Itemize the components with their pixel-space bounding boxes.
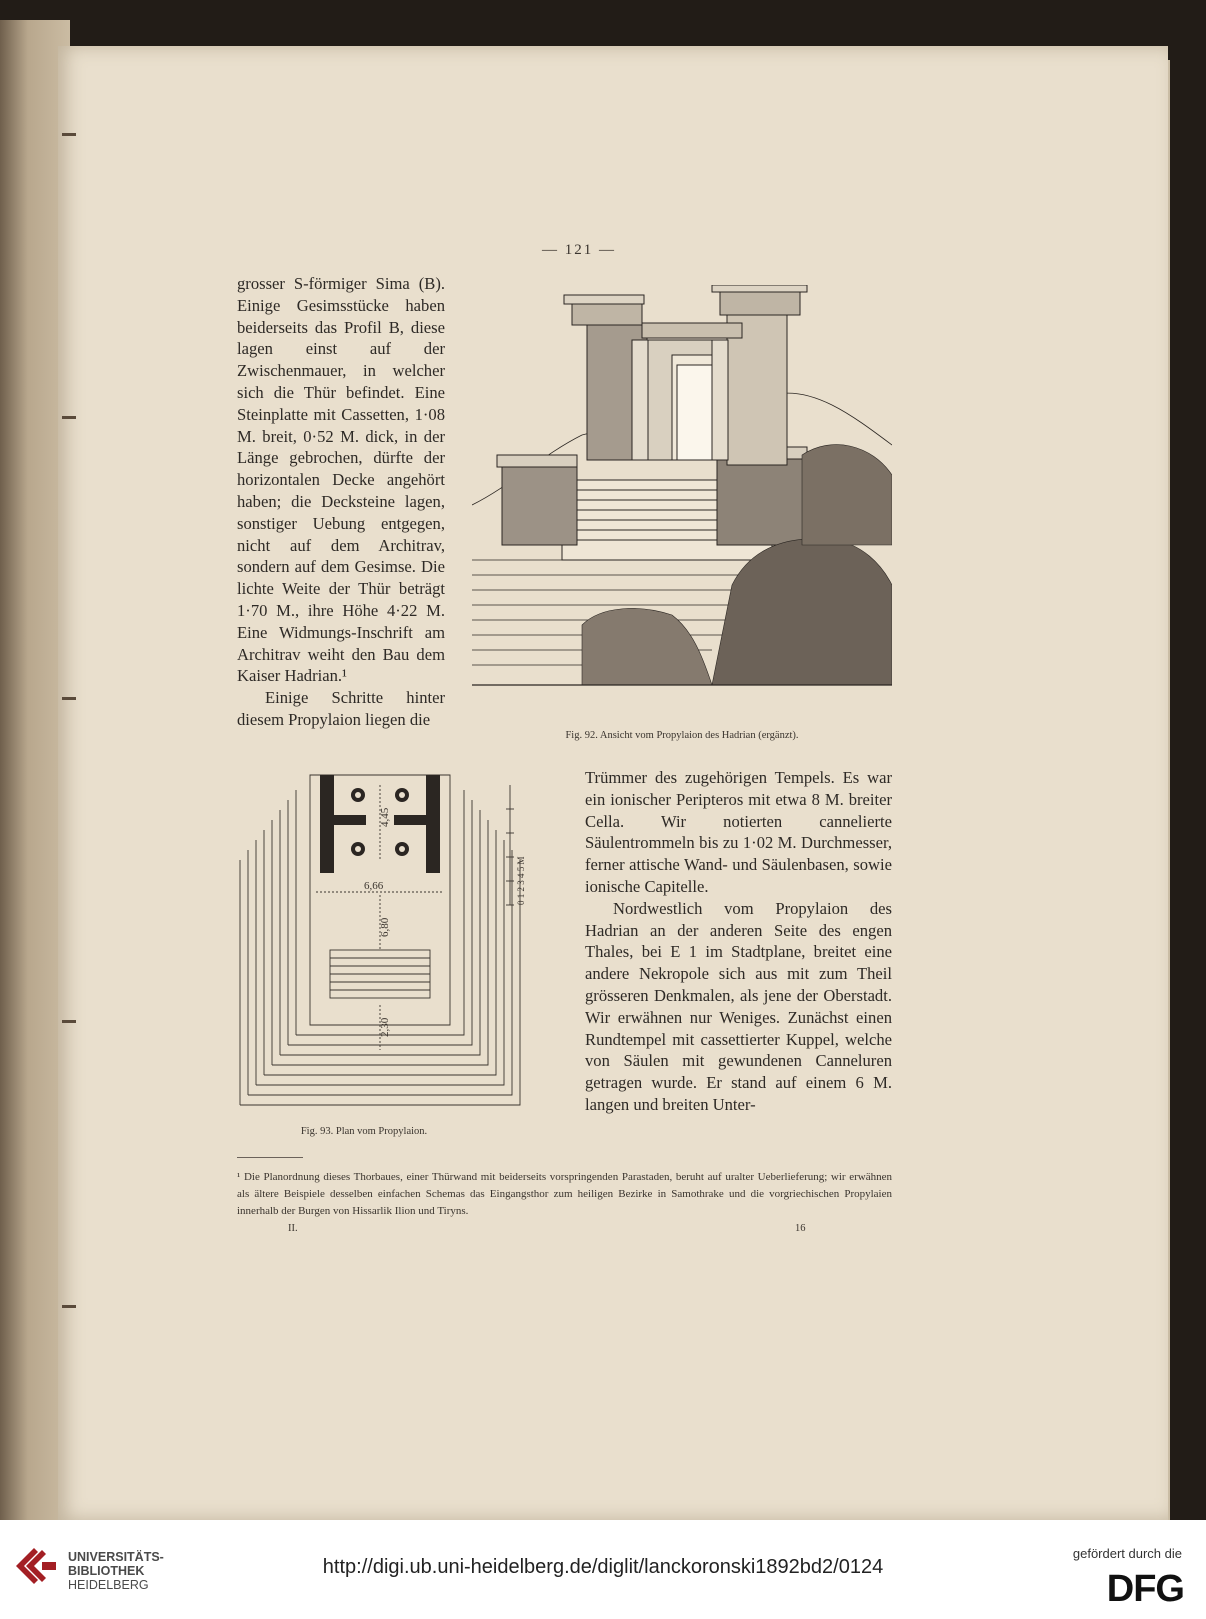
binding-stitch <box>62 416 76 419</box>
footnote: ¹ Die Planordnung dieses Thorbaues, einer Thürwand mit beiderseits vorspringenden Parastaden, beruht auf uralter Ueberlieferung; wir erwähnen als ältere Beispiele desselben einfachen Schemas das Eingangsthor zum heiligen Bezirke in Samothrake und die vorgriechischen Propylaien innerhalb der Burgen von Hissarlik Ilion und Tiryns. <box>237 1171 892 1217</box>
permalink-url[interactable]: http://digi.ub.uni-heidelberg.de/diglit/lanckoronski1892bd2/0124 <box>322 1556 884 1578</box>
propylaion-plan <box>230 765 532 1120</box>
binding-stitch <box>62 1305 76 1308</box>
signature-mark-right: 16 <box>795 1223 806 1234</box>
funding-note: gefördert durch die <box>1072 1546 1182 1561</box>
signature-mark-left: II. <box>288 1223 298 1234</box>
dim-6-80: 6,80 <box>379 917 391 937</box>
right-column-text <box>585 767 892 1116</box>
scale-label: 0 1 2 3 4 5 M <box>516 856 526 905</box>
binding-stitch <box>62 1020 76 1023</box>
left-paragraph-1: grosser S-förmiger Sima (B). Einige Gesimsstücke haben beiderseits das Profil B, diese lagen einst auf der Zwischenmauer, in welcher sich die Thür befindet. Eine Steinplatte mit Cassetten, 1·08 M. breit, 0·52 M. dick, in der Länge gebrochen, dürfte der horizontalen Decke angehört haben; die Decksteine lagen, sonstiger Uebung entgegen, nicht auf dem Architrav, sondern auf dem Gesimse. Die lichte Weite der Thür beträgt 1·70 M., ihre Höhe 4·22 M. Eine Widmungs-Inschrift am Architrav weiht den Bau dem Kaiser Hadrian.¹ <box>237 274 445 686</box>
library-name-line-3: HEIDELBERG <box>68 1578 149 1592</box>
binding-stitch <box>62 697 76 700</box>
figure-93-caption: Fig. 93. Plan vom Propylaion. <box>300 1126 428 1137</box>
dim-2-30: 2,30 <box>379 1017 391 1037</box>
page-number: — 121 — <box>542 242 616 258</box>
propylaion-engraving <box>472 285 892 710</box>
library-name-line-2: BIBLIOTHEK <box>68 1564 145 1578</box>
left-paragraph-2: Einige Schritte hinter diesem Propylaion liegen die <box>237 688 445 729</box>
figure-92-caption: Fig. 92. Ansicht vom Propylaion des Hadrian (ergänzt). <box>565 730 799 741</box>
dfg-logo[interactable]: DFG <box>1106 1568 1184 1610</box>
footer-bar <box>0 1520 1206 1619</box>
dim-4-45: 4,45 <box>379 807 391 827</box>
library-name-line-1: UNIVERSITÄTS- <box>68 1550 164 1564</box>
left-column-text <box>237 273 445 731</box>
footnote-rule <box>237 1157 303 1158</box>
right-paragraph-1: Trümmer des zugehörigen Tempels. Es war ein ionischer Peripteros mit etwa 8 M. breiter Cella. Wir notierten cannelierte Säulentrommeln bis zu 1·02 M. Durchmesser, ferner attische Wand- und Säulenbasen, sowie ionische Capitelle. <box>585 768 892 896</box>
binding-stitch <box>62 133 76 136</box>
dim-6-66: 6,66 <box>364 880 384 892</box>
right-paragraph-2: Nordwestlich vom Propylaion des Hadrian an der anderen Seite des engen Thales, bei E 1 im Stadtplane, breitet eine andere Nekropole sich aus mit zum Theil grösseren Denkmalen, als jene der Oberstadt. Wir erwähnen nur Weniges. Zunächst einen Rundtempel mit cassettierter Kuppel, welche von Säulen mit gewundenen Canneluren getragen wurde. Er stand auf einem 6 M. langen und breiten Unter- <box>585 898 892 1114</box>
